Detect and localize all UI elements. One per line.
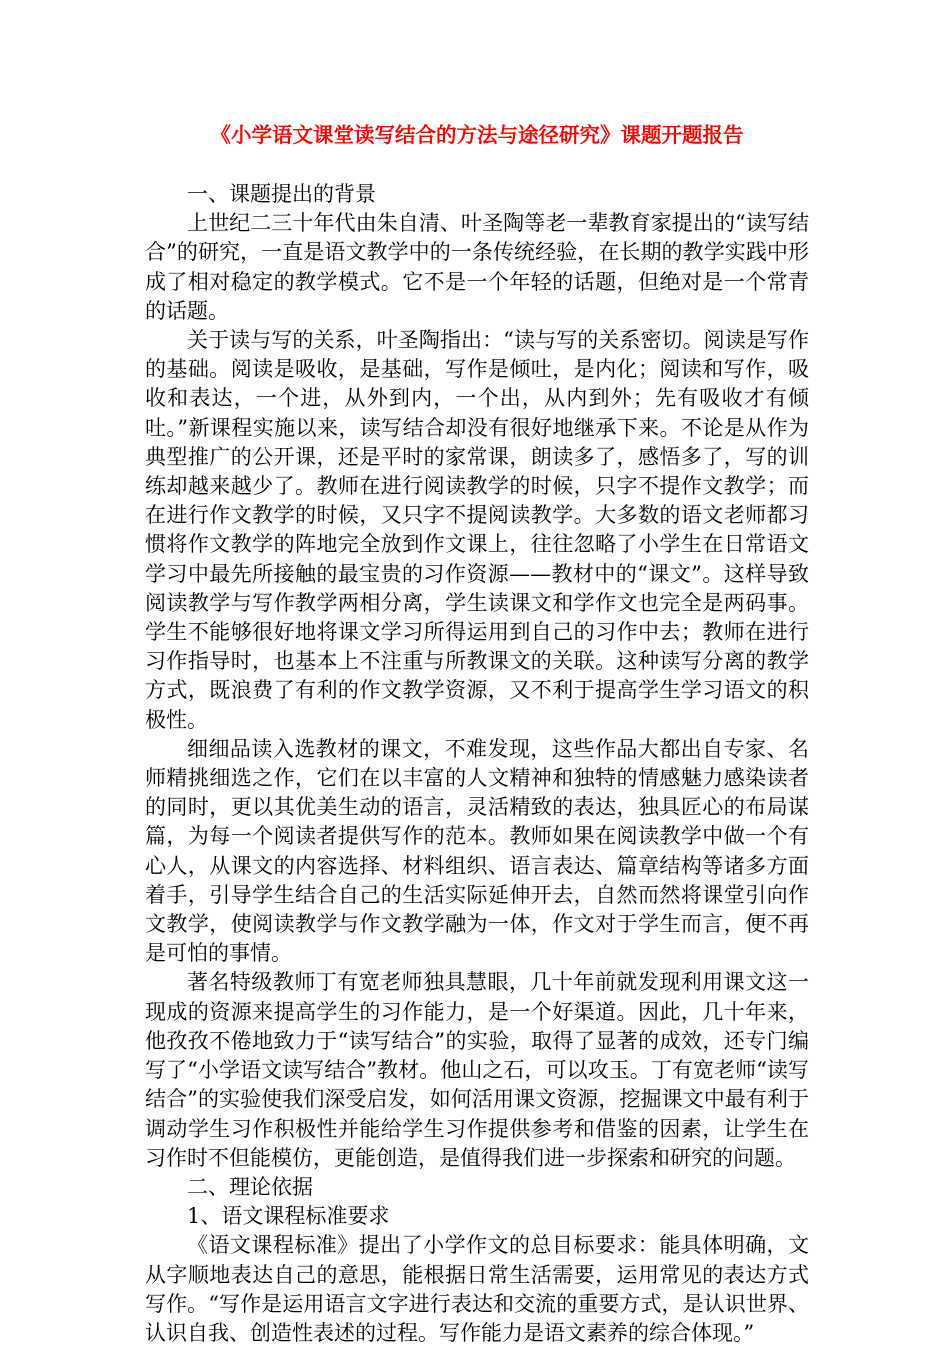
subsection-heading-curriculum: 1、语文课程标准要求 [187, 1204, 390, 1229]
paragraph: 著名特级教师丁有宽老师独具慧眼，几十年前就发现利用课文这一现成的资源来提高学生的习作能力，是一个好渠道。因此，几十年来，他孜孜不倦地致力于“读写结合”的实验，取得了显著的成效，还专门编写了“小学语文读写结合”教材。他山之石，可以攻玉。丁有宽老师“读写结合”的实验使我们深受启发，如何活用课文资源，挖掘课文中最有利于调动学生习作积极性并能给学生习作提供参考和借鉴的因素，让学生在习作时不但能模仿，更能创造，是值得我们进一步探索和研究的问题。 [145, 970, 809, 1170]
paragraph: 关于读与写的关系，叶圣陶指出：“读与写的关系密切。阅读是写作的基础。阅读是吸收，是基础，写作是倾吐，是内化；阅读和写作，吸收和表达，一个进，从外到内，一个出，从内到外；先有吸收才有倾吐。”新课程实施以来，读写结合却没有很好地继承下来。不论是从作为典型推广的公开课，还是平时的家常课，朗读多了，感悟多了，写的训练却越来越少了。教师在进行阅读教学的时候，只字不提作文教学；而在进行作文教学的时候，又只字不提阅读教学。大多数的语文老师都习惯将作文教学的阵地完全放到作文课上，往往忽略了小学生在日常语文学习中最先所接触的最宝贵的习作资源——教材中的“课文”。这样导致阅读教学与写作教学两相分离，学生读课文和学作文也完全是两码事。学生不能够很好地将课文学习所得运用到自己的习作中去；教师在进行习作指导时，也基本上不注重与所教课文的关联。这种读写分离的教学方式，既浪费了有利的作文教学资源，又不利于提高学生学习语文的积极性。 [145, 328, 809, 732]
document-title: 《小学语文课堂读写结合的方法与途径研究》课题开题报告 [210, 123, 744, 147]
paragraph: 细细品读入选教材的课文，不难发现，这些作品大都出自专家、名师精挑细选之作，它们在以丰富的人文精神和独特的情感魅力感染读者的同时，更以其优美生动的语言，灵活精致的表达，独具匠心的布局谋篇，为每一个阅读者提供写作的范本。教师如果在阅读教学中做一个有心人，从课文的内容选择、材料组织、语言表达、篇章结构等诸多方面着手，引导学生结合自己的生活实际延伸开去，自然而然将课堂引向作文教学，使阅读教学与作文教学融为一体，作文对于学生而言，便不再是可怕的事情。 [145, 736, 809, 966]
paragraph: 《语文课程标准》提出了小学作文的总目标要求：能具体明确，文从字顺地表达自己的意思，能根据日常生活需要，运用常见的表达方式写作。“写作是运用语言文字进行表达和交流的重要方式，是认识世界、认识自我、创造性表述的过程。写作能力是语文素养的综合体现。” [145, 1233, 809, 1345]
section-heading-theory: 二、理论依据 [187, 1174, 313, 1199]
paragraph: 上世纪二三十年代由朱自清、叶圣陶等老一辈教育家提出的“读写结合”的研究，一直是语文教学中的一条传统经验，在长期的教学实践中形成了相对稳定的教学模式。它不是一个年轻的话题，但绝对是一个常青的话题。 [145, 211, 809, 323]
document-page [145, 118, 809, 1348]
section-heading-background: 一、课题提出的背景 [187, 182, 376, 206]
